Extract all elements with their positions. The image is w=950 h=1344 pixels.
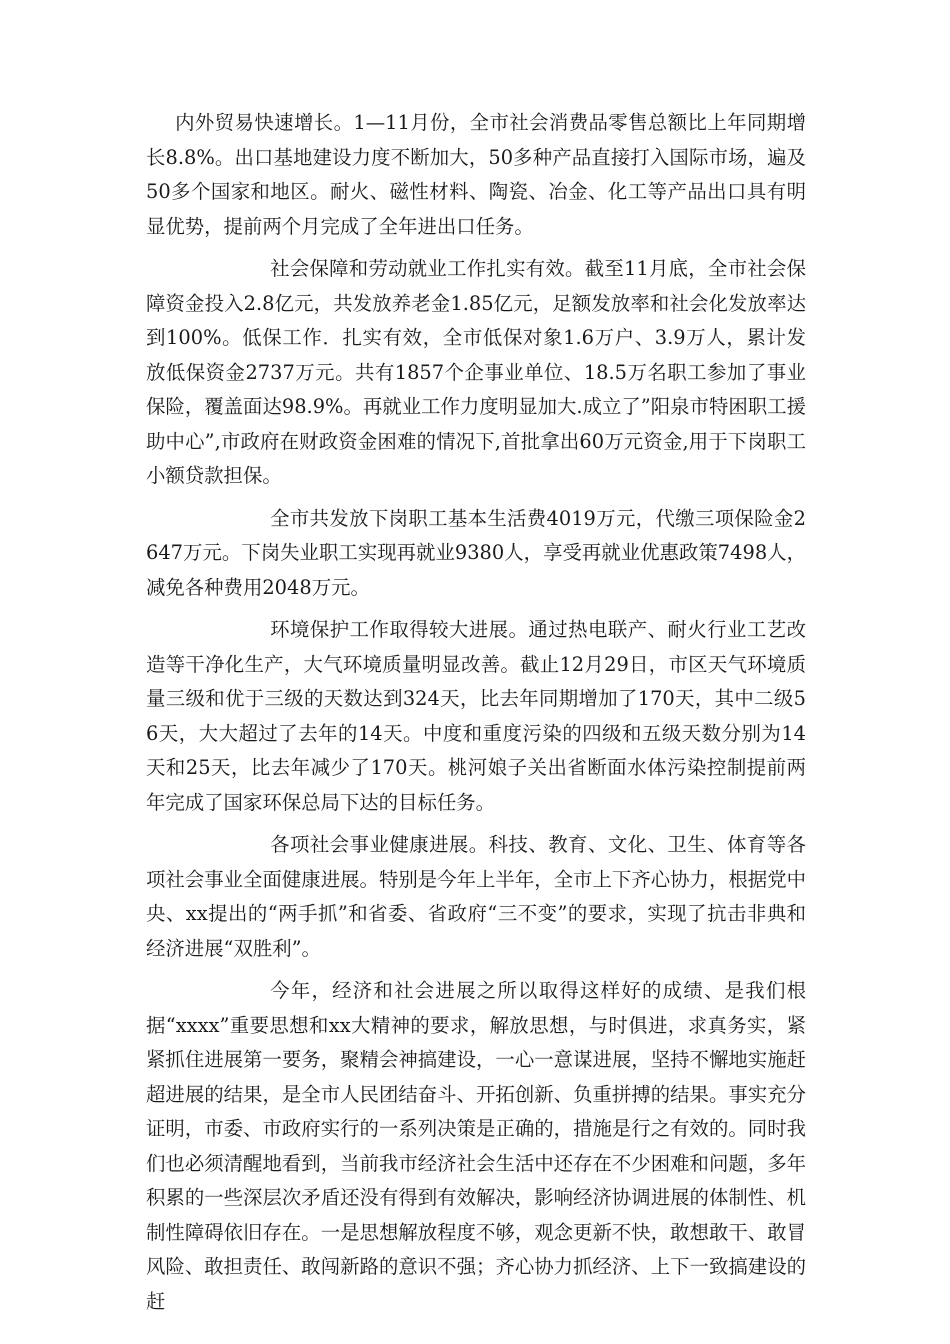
paragraph-summary: 今年，经济和社会进展之所以取得这样好的成绩、是我们根据“xxxx”重要思想和xx大精神的要求，解放思想，与时俱进，求真务实，紧紧抓住进展第一要务，聚精会神搞建设，一心一意谋进展，坚持不懈地实施赶超进展的结果，是全市人民团结奋斗、开拓创新、负重拼搏的结果。事实充分证明，市委、市政府实行的一系列决策是正确的，措施是行之有效的。同时我们也必须清醒地看到，当前我市经济社会生活中还存在不少困难和问题，多年积累的一些深层次矛盾还没有得到有效解决，影响经济协调进展的体制性、机制性障碍依旧存在。一是思想解放程度不够，观念更新不快，敢想敢干、敢冒风险、敢担责任、敢闯新路的意识不强；齐心协力抓经济、上下一致搞建设的赶 (146, 979, 806, 1313)
paragraph-trade: 内外贸易快速增长。1—11月份，全市社会消费品零售总额比上年同期增长8.8%。出口基地建设力度不断加大，50多种产品直接打入国际市场，遍及50多个国家和地区。耐火、磁性材料、陶瓷、冶金、化工等产品出口具有明显优势，提前两个月完成了全年进出口任务。 (146, 111, 806, 238)
paragraph-laid-off-workers: 全市共发放下岗职工基本生活费4019万元，代缴三项保险金2647万元。下岗失业职工实现再就业9380人，享受再就业优惠政策7498人，减免各种费用2048万元。 (146, 506, 806, 599)
paragraph-environment: 环境保护工作取得较大进展。通过热电联产、耐火行业工艺改造等干净化生产，大气环境质量明显改善。截止12月29日，市区天气环境质量三级和优于三级的天数达到324天，比去年同期增加了170天，其中二级56天，大大超过了去年的14天。中度和重度污染的四级和五级天数分别为14天和25天，比去年减少了170天。桃河娘子关出省断面水体污染控制提前两年完成了国家环保总局下达的目标任务。 (146, 618, 806, 814)
paragraph-social-undertakings: 各项社会事业健康进展。科技、教育、文化、卫生、体育等各项社会事业全面健康进展。特别是今年上半年，全市上下齐心协力，根据党中央、xx提出的“两手抓”和省委、省政府“三不变”的要求，实现了抗击非典和经济进展“双胜利”。 (146, 833, 806, 960)
document-body (146, 106, 806, 1327)
paragraph-social-security: 社会保障和劳动就业工作扎实有效。截至11月底，全市社会保障资金投入2.8亿元，共发放养老金1.85亿元，足额发放率和社会化发放率达到100%。低保工作．扎实有效，全市低保对象1.6万户、3.9万人，累计发放低保资金2737万元。共有1857个企事业单位、18.5万名职工参加了事业保险，覆盖面达98.9%。再就业工作力度明显加大.成立了”阳泉市特困职工援助中心”,市政府在财政资金困难的情况下,首批拿出60万元资金,用于下岗职工小额贷款担保。 (146, 257, 806, 487)
